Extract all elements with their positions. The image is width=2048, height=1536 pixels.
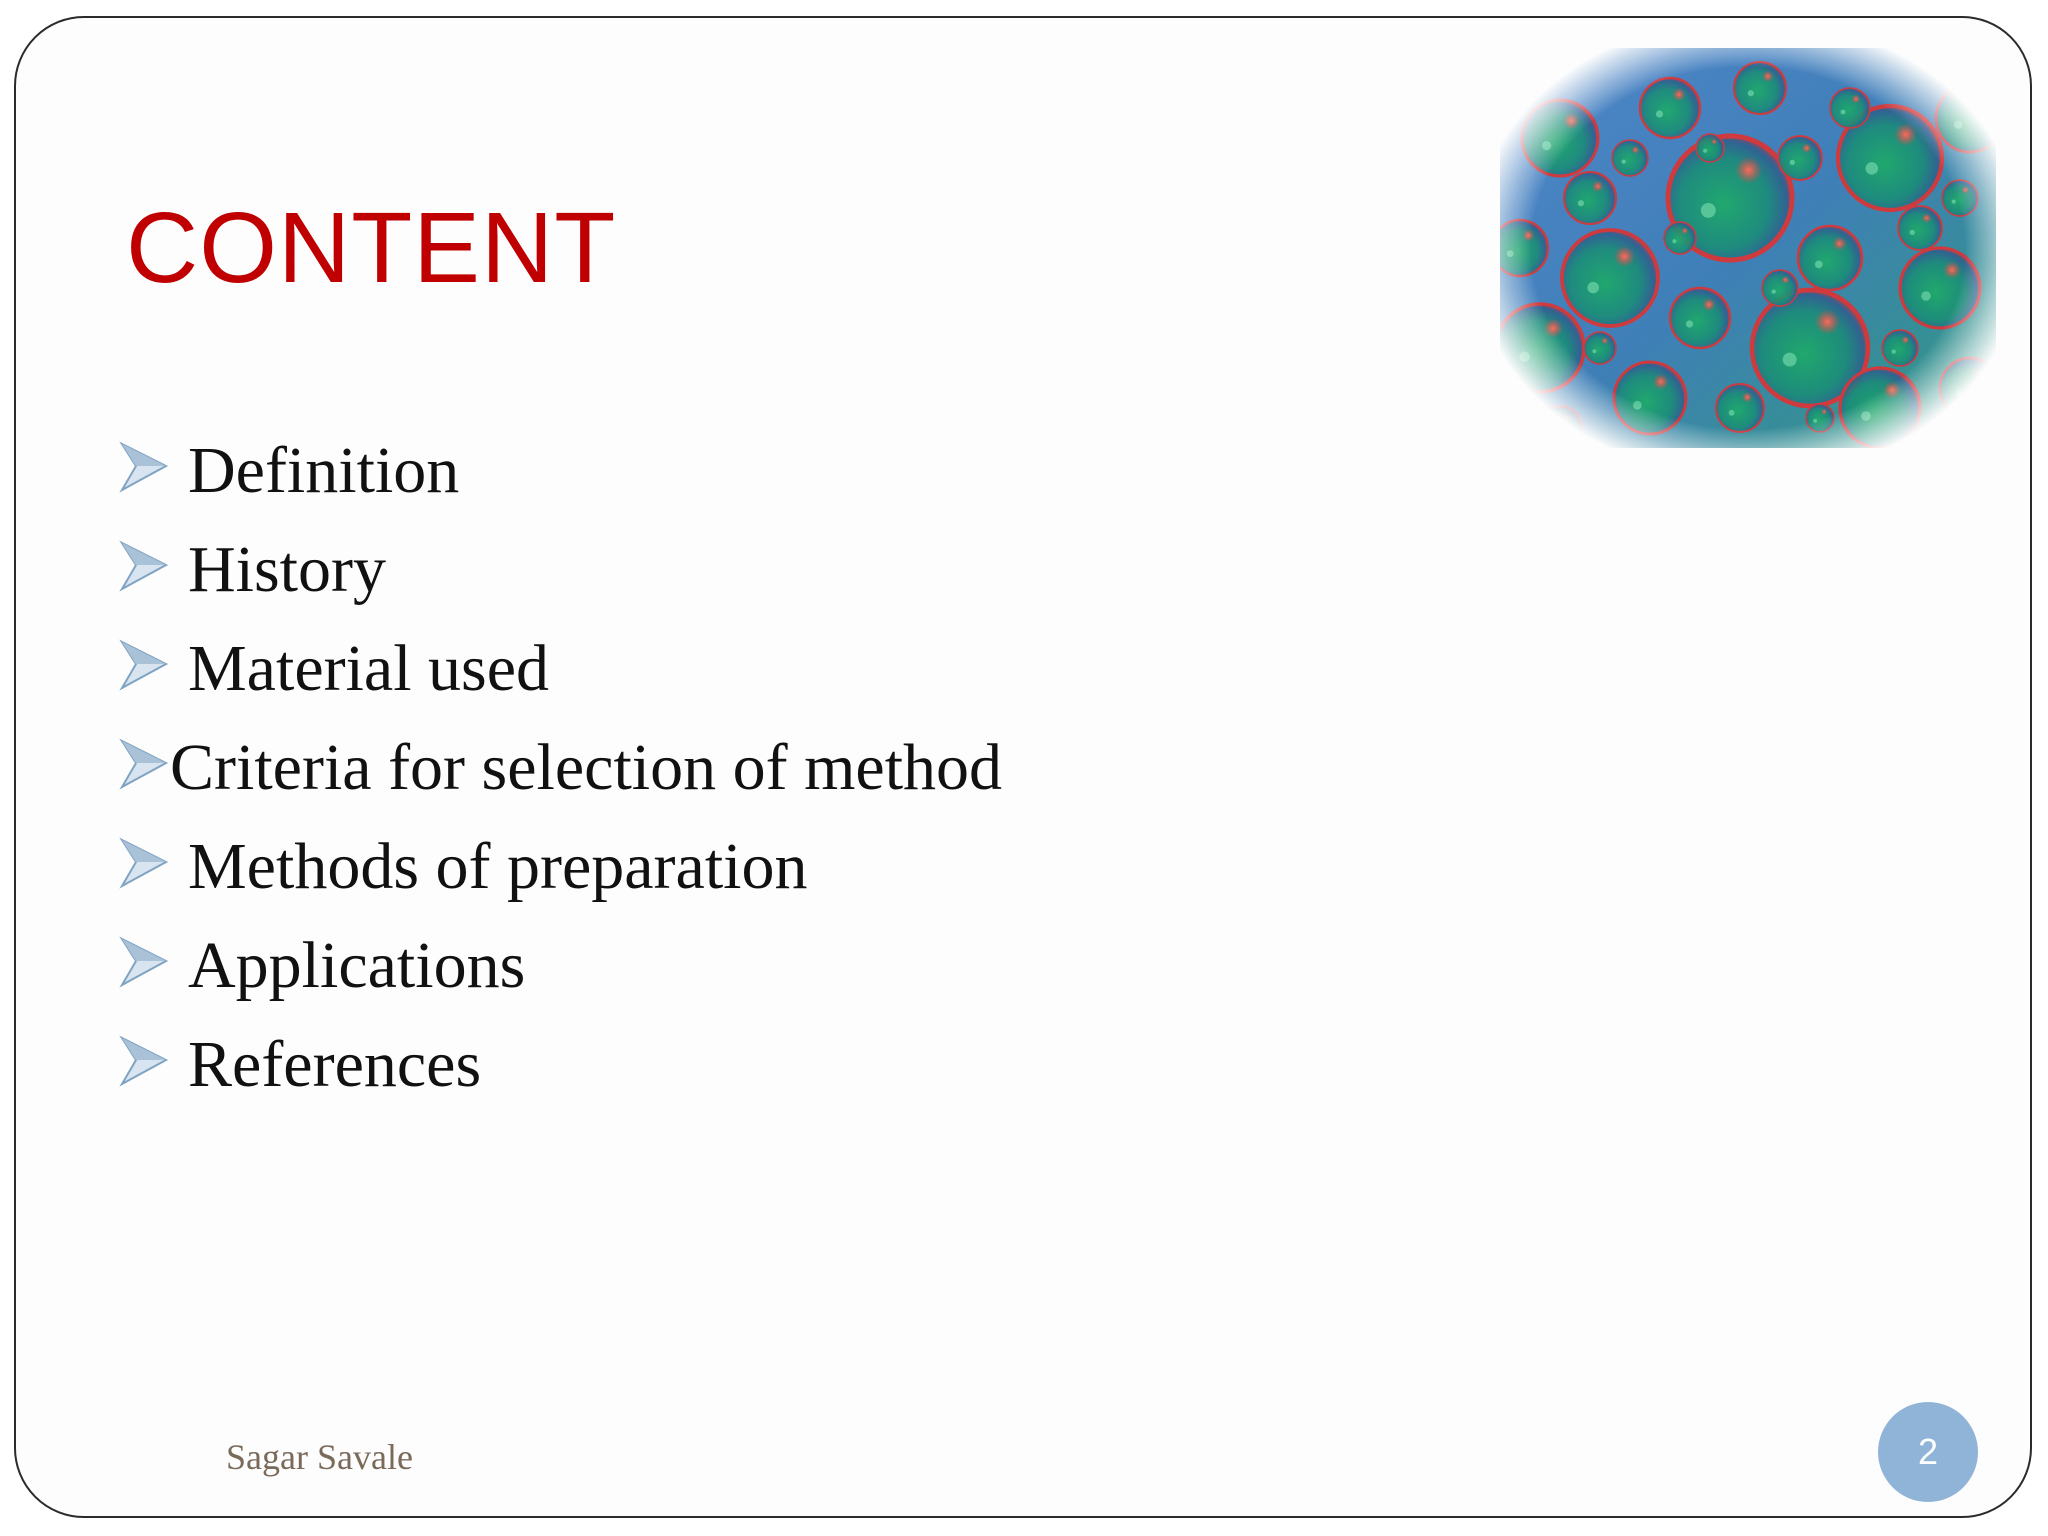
bubble-highlight bbox=[1802, 143, 1812, 153]
list-item-label: References bbox=[188, 1028, 482, 1101]
arrow-bullet-icon bbox=[114, 933, 174, 993]
bubble-highlight bbox=[1522, 229, 1534, 241]
bubble-highlight bbox=[1544, 319, 1563, 338]
list-item-history bbox=[114, 529, 1002, 628]
bubble-highlight bbox=[1742, 392, 1753, 403]
bubble bbox=[1778, 136, 1822, 180]
bubble-highlight bbox=[1833, 237, 1847, 251]
bubble bbox=[1942, 180, 1978, 216]
footer-author: Sagar Savale bbox=[226, 1437, 413, 1477]
arrow-bullet-icon bbox=[114, 834, 174, 894]
list-item-label: Applications bbox=[188, 929, 526, 1002]
bubble bbox=[1664, 222, 1696, 254]
bubble-highlight bbox=[1614, 246, 1635, 267]
bubble-highlight bbox=[1563, 113, 1580, 130]
bubble-glint bbox=[1633, 401, 1642, 410]
bubble-highlight bbox=[1653, 374, 1669, 390]
bubble-highlight bbox=[1961, 186, 1969, 194]
bubble-glint bbox=[1729, 410, 1735, 416]
bubble bbox=[1840, 368, 1920, 448]
bubble bbox=[1564, 172, 1616, 224]
bubble-glint bbox=[1954, 121, 1962, 129]
bubble-glint bbox=[1748, 90, 1754, 96]
bubble-glint bbox=[1703, 149, 1707, 153]
bubble bbox=[1716, 384, 1764, 432]
bubble bbox=[1696, 134, 1724, 162]
bubbles-photo bbox=[1500, 48, 1996, 448]
bubble bbox=[1734, 62, 1786, 114]
bubble-glint bbox=[1841, 110, 1846, 115]
bubble-highlight bbox=[1972, 368, 1985, 381]
list-item-criteria bbox=[114, 727, 1002, 826]
bubble bbox=[1900, 248, 1980, 328]
bubble-glint bbox=[1542, 141, 1551, 150]
list-item-material-used bbox=[114, 628, 1002, 727]
list-item-label: Definition bbox=[188, 434, 460, 507]
bubble-highlight bbox=[1922, 213, 1932, 223]
bubble bbox=[1612, 140, 1648, 176]
bubble-highlight bbox=[1821, 409, 1827, 415]
list-item-label: Methods of preparation bbox=[188, 830, 808, 903]
bubble bbox=[1500, 220, 1548, 276]
bubble-glint bbox=[1861, 411, 1871, 421]
bubble-highlight bbox=[1762, 71, 1773, 82]
bubble-glint bbox=[1672, 239, 1676, 243]
bubble-glint bbox=[1815, 261, 1823, 269]
bubble-glint bbox=[1550, 430, 1555, 435]
bubble bbox=[1898, 206, 1942, 250]
page-number: 2 bbox=[1917, 1431, 1939, 1472]
bubble bbox=[1762, 270, 1798, 306]
bubble-glint bbox=[1622, 159, 1626, 163]
bubble-highlight bbox=[1681, 227, 1688, 234]
page-number-badge bbox=[1878, 1402, 1978, 1502]
bubble-glint bbox=[1592, 349, 1596, 353]
bubble bbox=[1614, 362, 1686, 434]
bubble-glint bbox=[1921, 291, 1931, 301]
list-item-methods bbox=[114, 826, 1002, 925]
bubble bbox=[1500, 304, 1584, 392]
bubble-glint bbox=[1519, 352, 1530, 363]
bubble bbox=[1562, 230, 1658, 326]
bubble-glint bbox=[1587, 282, 1599, 294]
bubble-highlight bbox=[1883, 381, 1901, 399]
bubble-highlight bbox=[1852, 95, 1861, 104]
bubble-highlight bbox=[1711, 139, 1717, 145]
slide-title: CONTENT bbox=[126, 192, 617, 304]
list-item-definition bbox=[114, 430, 1002, 529]
bubble-glint bbox=[1783, 353, 1797, 367]
bubble-glint bbox=[1866, 162, 1878, 174]
bubble-highlight bbox=[1672, 88, 1685, 101]
bubble-glint bbox=[1956, 390, 1963, 397]
bubble bbox=[1538, 406, 1582, 448]
bubble bbox=[1882, 330, 1918, 366]
arrow-bullet-icon bbox=[114, 537, 174, 597]
bubble-glint bbox=[1656, 110, 1663, 117]
bubble-glint bbox=[1772, 289, 1776, 293]
bubble-highlight bbox=[1562, 413, 1572, 423]
bubble-highlight bbox=[1781, 276, 1789, 284]
bubble bbox=[1522, 100, 1598, 176]
list-item-label: History bbox=[188, 533, 386, 606]
bubble-glint bbox=[1686, 320, 1693, 327]
list-item-label: Material used bbox=[188, 632, 550, 705]
bubble-glint bbox=[1952, 199, 1956, 203]
bubble-glint bbox=[1892, 349, 1896, 353]
list-item-applications bbox=[114, 925, 1002, 1024]
bubble-glint bbox=[1910, 230, 1915, 235]
bubble bbox=[1584, 332, 1616, 364]
bubble bbox=[1940, 358, 1996, 418]
bubble bbox=[1640, 78, 1700, 138]
bubble-glint bbox=[1507, 250, 1514, 257]
list-item-references bbox=[114, 1024, 1002, 1123]
content-list bbox=[114, 430, 1002, 1123]
bubble-highlight bbox=[1901, 336, 1909, 344]
bubble-highlight bbox=[1702, 298, 1715, 311]
bubble bbox=[1936, 84, 1996, 152]
bubble-highlight bbox=[1894, 123, 1917, 146]
bubble-highlight bbox=[1735, 156, 1762, 183]
bubble bbox=[1798, 226, 1862, 290]
bubble-highlight bbox=[1973, 95, 1988, 110]
bubble-highlight bbox=[1601, 337, 1608, 344]
bubble-glint bbox=[1790, 160, 1795, 165]
bubble-glint bbox=[1813, 419, 1817, 423]
arrow-bullet-icon bbox=[114, 735, 174, 795]
bubble-highlight bbox=[1943, 261, 1961, 279]
bubble bbox=[1670, 288, 1730, 348]
bubble-highlight bbox=[1631, 146, 1639, 154]
list-item-label: Criteria for selection of method bbox=[170, 731, 1003, 804]
bubble-glint bbox=[1701, 203, 1716, 218]
bubble-highlight bbox=[1592, 181, 1603, 192]
bubble bbox=[1806, 404, 1834, 432]
arrow-bullet-icon bbox=[114, 1032, 174, 1092]
bubble-glint bbox=[1578, 200, 1584, 206]
bubbles-photo-image bbox=[1500, 48, 1996, 448]
arrow-bullet-icon bbox=[114, 438, 174, 498]
bubble bbox=[1830, 88, 1870, 128]
bubble-highlight bbox=[1815, 309, 1841, 335]
slide bbox=[14, 16, 2032, 1518]
arrow-bullet-icon bbox=[114, 636, 174, 696]
